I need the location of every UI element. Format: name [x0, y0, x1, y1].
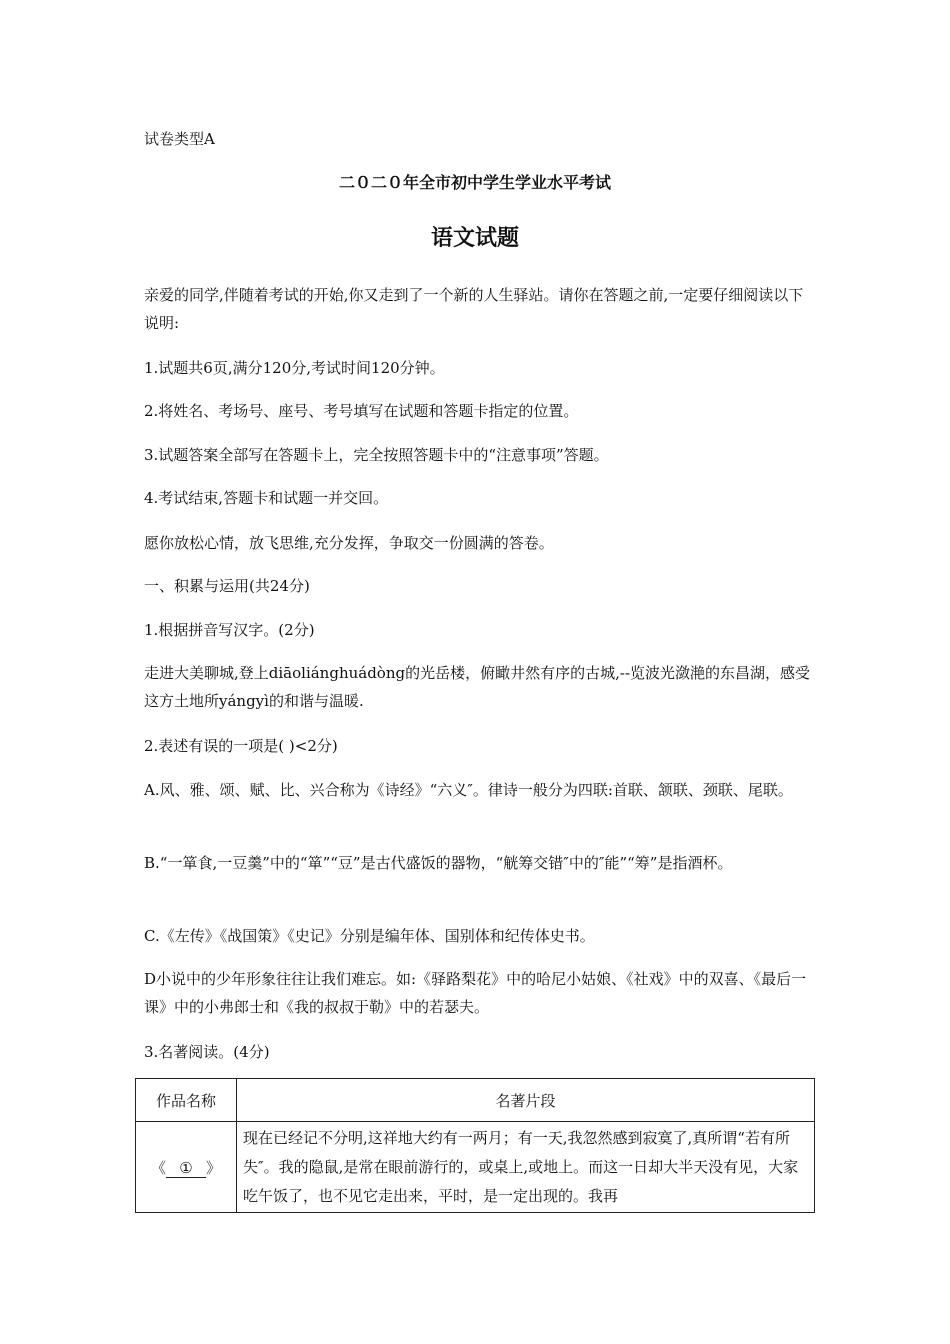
paper-type-label: 试卷类型A	[144, 130, 215, 148]
rule-item: 3.试题答案全部写在答题卡上，完全按照答题卡中的“注意事项”答题。	[144, 446, 609, 464]
question-2-option-d: D小说中的少年形象往往让我们难忘。如:《驿路梨花》中的哈尼小姑娘、《社戏》中的双喜、《最后一课》中的小弗郎士和《我的叔叔于勒》中的若瑟夫。	[144, 970, 807, 1016]
rule-item: 4.考试结束,答题卡和试题一并交回。	[144, 489, 389, 507]
question-2-option-c: C.《左传》《战国策》《史记》分别是编年体、国别体和纪传体史书。	[144, 927, 595, 945]
question-3-title: 3.名著阅读。(4分)	[144, 1043, 270, 1061]
question-2-title: 2.表述有误的一项是( )<2分)	[144, 737, 338, 755]
table-row	[136, 1122, 815, 1213]
work-title-cell	[136, 1122, 237, 1213]
rule-item: 1.试题共6页,满分120分,考试时间120分钟。	[144, 359, 445, 377]
classics-table	[135, 1078, 815, 1213]
intro-greeting: 亲爱的同学,伴随着考试的开始,你又走到了一个新的人生驿站。请你在答题之前,一定要仔细阅读以下说明:	[144, 286, 804, 332]
question-1-text: 走进大美聊城,登上diāoliánghuádòng的光岳楼，俯瞰井然有序的古城,--览波光潋滟的东昌湖，感受这方土地所yángyì的和谐与温暖.	[144, 664, 811, 710]
table-header-cell: 作品名称	[136, 1079, 237, 1122]
answer-blank: ①	[166, 1159, 206, 1178]
intro-wish: 愿你放松心情，放飞思维,充分发挥，争取交一份圆满的答卷。	[144, 534, 554, 552]
question-1-title: 1.根据拼音写汉字。(2分)	[144, 621, 315, 639]
excerpt-cell: 现在已经记不分明,这祥地大约有一两月；有一天,我忽然感到寂寞了,真所谓“若有所失″。我的隐鼠,是常在眼前游行的，或桌上,或地上。而这一日却大半天没有见，大家吃午饭了，也不见它走出来，平时，是一定出现的。我再	[237, 1122, 815, 1213]
title-close-bracket: 》	[206, 1158, 222, 1177]
subject-title: 语文试题	[430, 225, 519, 251]
rule-item: 2.将姓名、考场号、座号、考号填写在试题和答题卡指定的位置。	[144, 402, 579, 420]
exam-title: 二０二０年全市初中学生学业水平考试	[338, 173, 611, 192]
title-open-bracket: 《	[150, 1158, 166, 1177]
table-header-row	[136, 1079, 815, 1122]
table-header-cell: 名著片段	[237, 1079, 815, 1122]
question-2-option-a: A.风、雅、颂、赋、比、兴合称为《诗经》“六义″。律诗一般分为四联:首联、颔联、颈联、尾联。	[144, 781, 793, 799]
question-2-option-b: B.“一箪食,一豆羹”中的“箪”“豆”是古代盛饭的器物，“觥筹交错″中的″能”“筹”是指酒杯。	[144, 854, 733, 872]
section-title: 一、积累与运用(共24分)	[144, 577, 310, 595]
